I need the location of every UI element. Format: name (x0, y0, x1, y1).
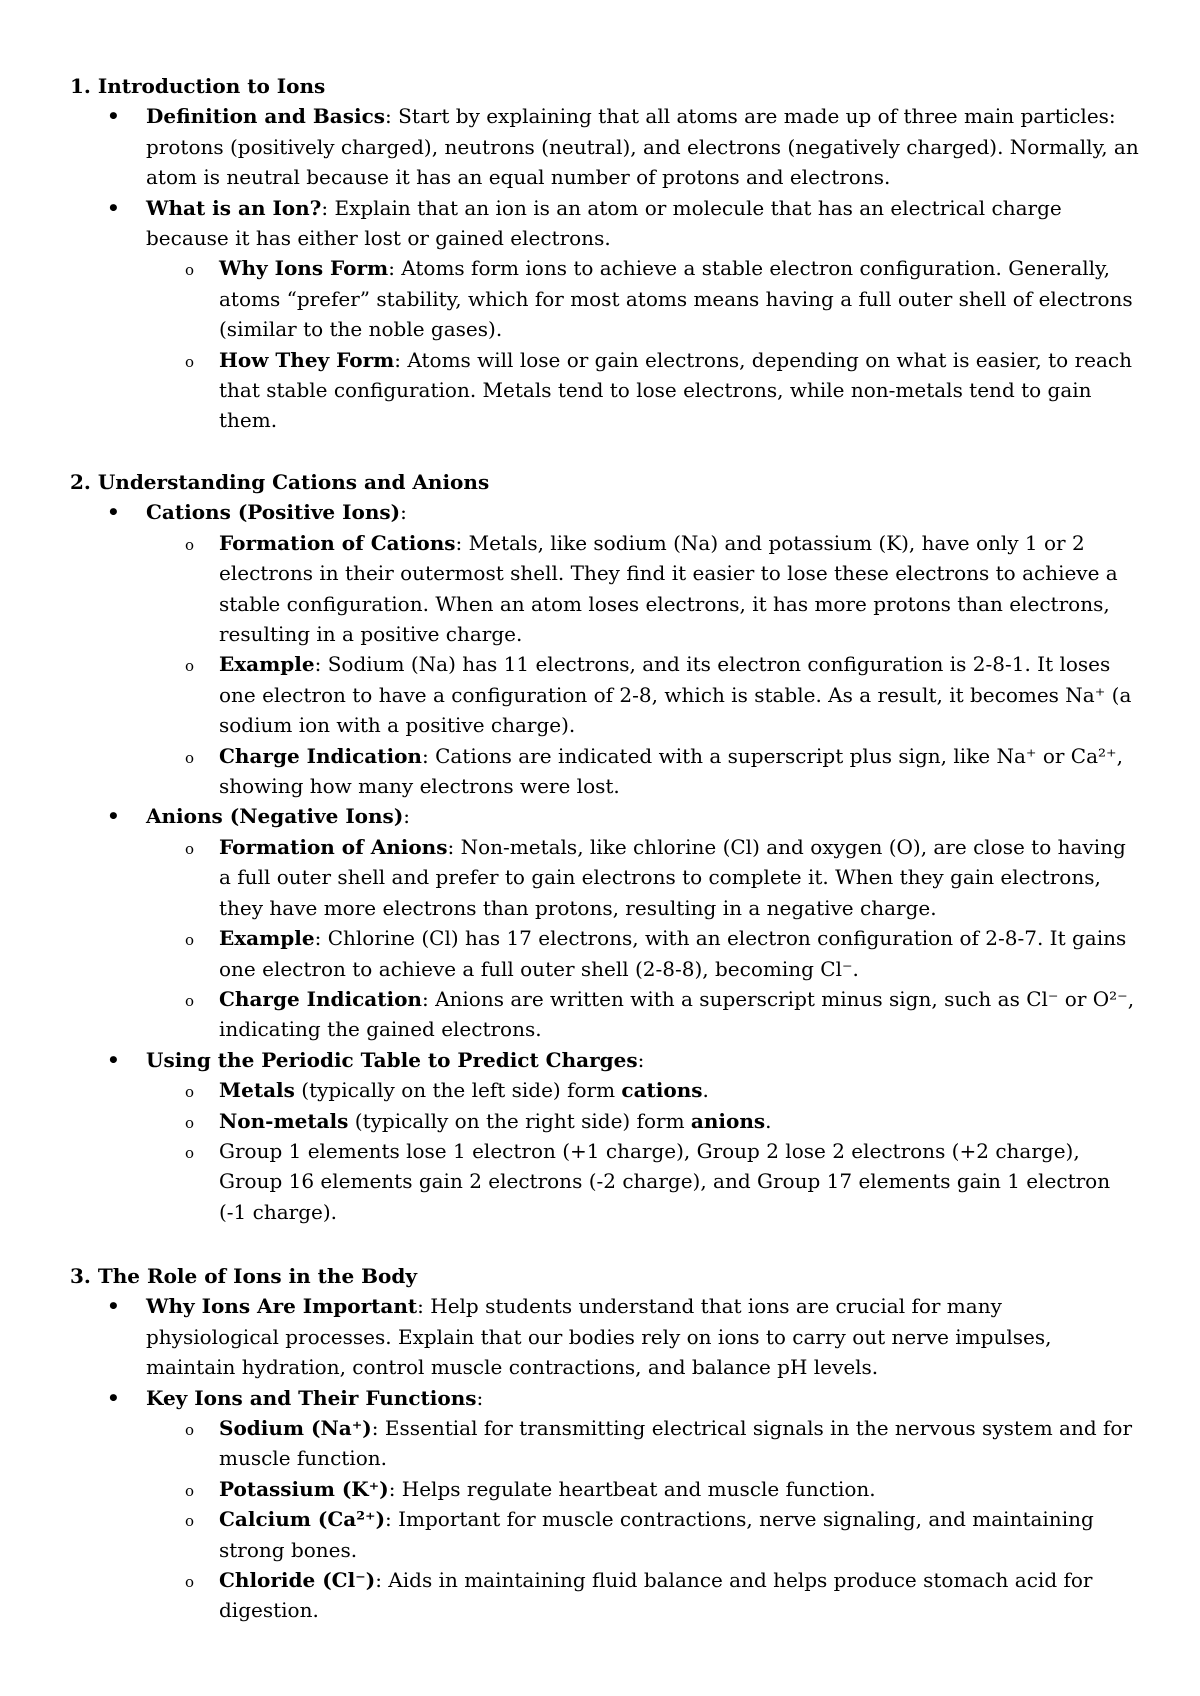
sub-list (146, 253, 1140, 435)
section-cations-anions (70, 467, 1140, 1227)
item-text: : Cations are indicated with a superscript plus sign, like Na⁺ or Ca²⁺, showing how many electrons were lost. (219, 743, 1123, 799)
term: Non-metals (219, 1108, 349, 1133)
bullet-list (70, 101, 1140, 435)
term: Formation of Anions (219, 834, 448, 859)
sub-list-item (219, 1413, 1140, 1474)
sub-list-item (219, 923, 1140, 984)
item-text: Group 1 elements lose 1 electron (+1 charge), Group 2 lose 2 electrons (+2 charge), Group 16 elements gain 2 electrons (-2 charge), and Group 17 elements gain 1 electron (-1 charge). (219, 1138, 1111, 1224)
term: Charge Indication (219, 743, 422, 768)
sub-list-item (219, 984, 1140, 1045)
term: Charge Indication (219, 986, 422, 1011)
term: Using the Periodic Table to Predict Charges (146, 1047, 638, 1072)
term: Anions (Negative Ions) (146, 804, 404, 829)
sub-list-item (219, 1106, 1140, 1136)
term: Sodium (Na⁺) (219, 1416, 372, 1441)
item-text: : Anions are written with a superscript minus sign, such as Cl⁻ or O²⁻, indicating the gained electrons. (219, 986, 1135, 1042)
sub-list (146, 1075, 1140, 1227)
item-text: : Explain that an ion is an atom or molecule that has an electrical charge because it has either lost or gained electrons. (146, 195, 1062, 251)
section-ions-in-body (70, 1261, 1140, 1626)
item-text: (typically on the left side) form (294, 1078, 622, 1103)
list-item (146, 1045, 1140, 1227)
sub-list-item (219, 832, 1140, 923)
item-text: : Aids in maintaining fluid balance and helps produce stomach acid for digestion. (219, 1568, 1093, 1623)
term: Example (219, 926, 315, 951)
item-text: (typically on the right side) form (348, 1108, 691, 1133)
term: cations (621, 1078, 703, 1103)
sub-list (146, 1413, 1140, 1626)
item-text: : Help students understand that ions are crucial for many physiological processes. Explain that our bodies rely on ions to carry out nerve impulses, maintain hydration, control muscle contractions, and balance pH levels. (146, 1294, 1052, 1380)
item-text: : (400, 500, 407, 525)
term: anions (690, 1108, 766, 1133)
section-heading: 1. Introduction to Ions (70, 74, 326, 98)
item-text: : (476, 1385, 484, 1410)
item-text: : Important for muscle contractions, nerve signaling, and maintaining strong bones. (219, 1507, 1094, 1562)
sub-list-item (219, 741, 1140, 802)
term: Calcium (Ca²⁺) (219, 1507, 386, 1532)
item-text: : Start by explaining that all atoms are made up of three main particles: protons (positively charged), neutrons (neutral), and electrons (negatively charged). Normally, an atom is neutral because it has an equal number of protons and electrons. (146, 104, 1139, 190)
list-item (146, 1291, 1140, 1382)
sub-list-item (219, 1136, 1140, 1227)
item-text: . (765, 1108, 772, 1133)
item-text: : Metals, like sodium (Na) and potassium (K), have only 1 or 2 electrons in their outermost shell. They find it easier to lose these electrons to achieve a stable configuration. When an atom loses electrons, it has more protons than electrons, resulting in a positive charge. (219, 530, 1118, 647)
list-item (146, 193, 1140, 436)
item-text: : Atoms will lose or gain electrons, depending on what is easier, to reach that stable configuration. Metals tend to lose electrons, while non-metals tend to gain them. (219, 347, 1132, 433)
term: Why Ions Form (219, 256, 389, 281)
list-item (146, 497, 1140, 801)
sub-list-item (219, 1565, 1140, 1626)
item-text: : Helps regulate heartbeat and muscle function. (388, 1476, 876, 1501)
bullet-list (70, 1291, 1140, 1625)
list-item (146, 101, 1140, 192)
sub-list-item (219, 253, 1140, 344)
section-heading: 3. The Role of Ions in the Body (70, 1264, 417, 1288)
term: Example (219, 652, 315, 677)
list-item (146, 801, 1140, 1044)
sub-list (146, 528, 1140, 802)
item-text: : Non-metals, like chlorine (Cl) and oxygen (O), are close to having a full outer shell and prefer to gain electrons to complete it. When they gain electrons, they have more electrons than protons, resulting in a negative charge. (219, 834, 1126, 920)
bullet-list (70, 497, 1140, 1227)
sub-list-item (219, 1474, 1140, 1504)
item-text: : (403, 804, 411, 829)
term: How They Form (219, 347, 395, 372)
sub-list (146, 832, 1140, 1045)
term: Metals (219, 1078, 295, 1103)
term: Key Ions and Their Functions (146, 1385, 477, 1410)
list-item (146, 1383, 1140, 1626)
sub-list-item (219, 528, 1140, 650)
term: Why Ions Are Important (146, 1294, 418, 1319)
item-text: : (637, 1047, 645, 1072)
sub-list-item (219, 345, 1140, 436)
item-text: : Essential for transmitting electrical signals in the nervous system and for muscle function. (219, 1416, 1132, 1471)
sub-list-item (219, 649, 1140, 740)
item-text: . (702, 1078, 709, 1103)
item-text: : Chlorine (Cl) has 17 electrons, with an electron configuration of 2-8-7. It gains one electron to achieve a full outer shell (2-8-8), becoming Cl⁻. (219, 926, 1127, 981)
sub-list-item (219, 1504, 1140, 1565)
term: Potassium (K⁺) (219, 1476, 389, 1501)
section-introduction (70, 71, 1140, 436)
item-text: : Atoms form ions to achieve a stable electron configuration. Generally, atoms “prefer” stability, which for most atoms means having a full outer shell of electrons (similar to the noble gases). (219, 256, 1133, 342)
sub-list-item (219, 1075, 1140, 1105)
term: Definition and Basics (146, 104, 386, 129)
term: What is an Ion? (146, 195, 322, 220)
item-text: : Sodium (Na) has 11 electrons, and its electron configuration is 2-8-1. It loses one electron to have a configuration of 2-8, which is stable. As a result, it becomes Na⁺ (a sodium ion with a positive charge). (219, 652, 1132, 738)
term: Chloride (Cl⁻) (219, 1568, 376, 1593)
term: Cations (Positive Ions) (146, 500, 401, 525)
section-heading: 2. Understanding Cations and Anions (70, 470, 490, 494)
term: Formation of Cations (219, 530, 456, 555)
